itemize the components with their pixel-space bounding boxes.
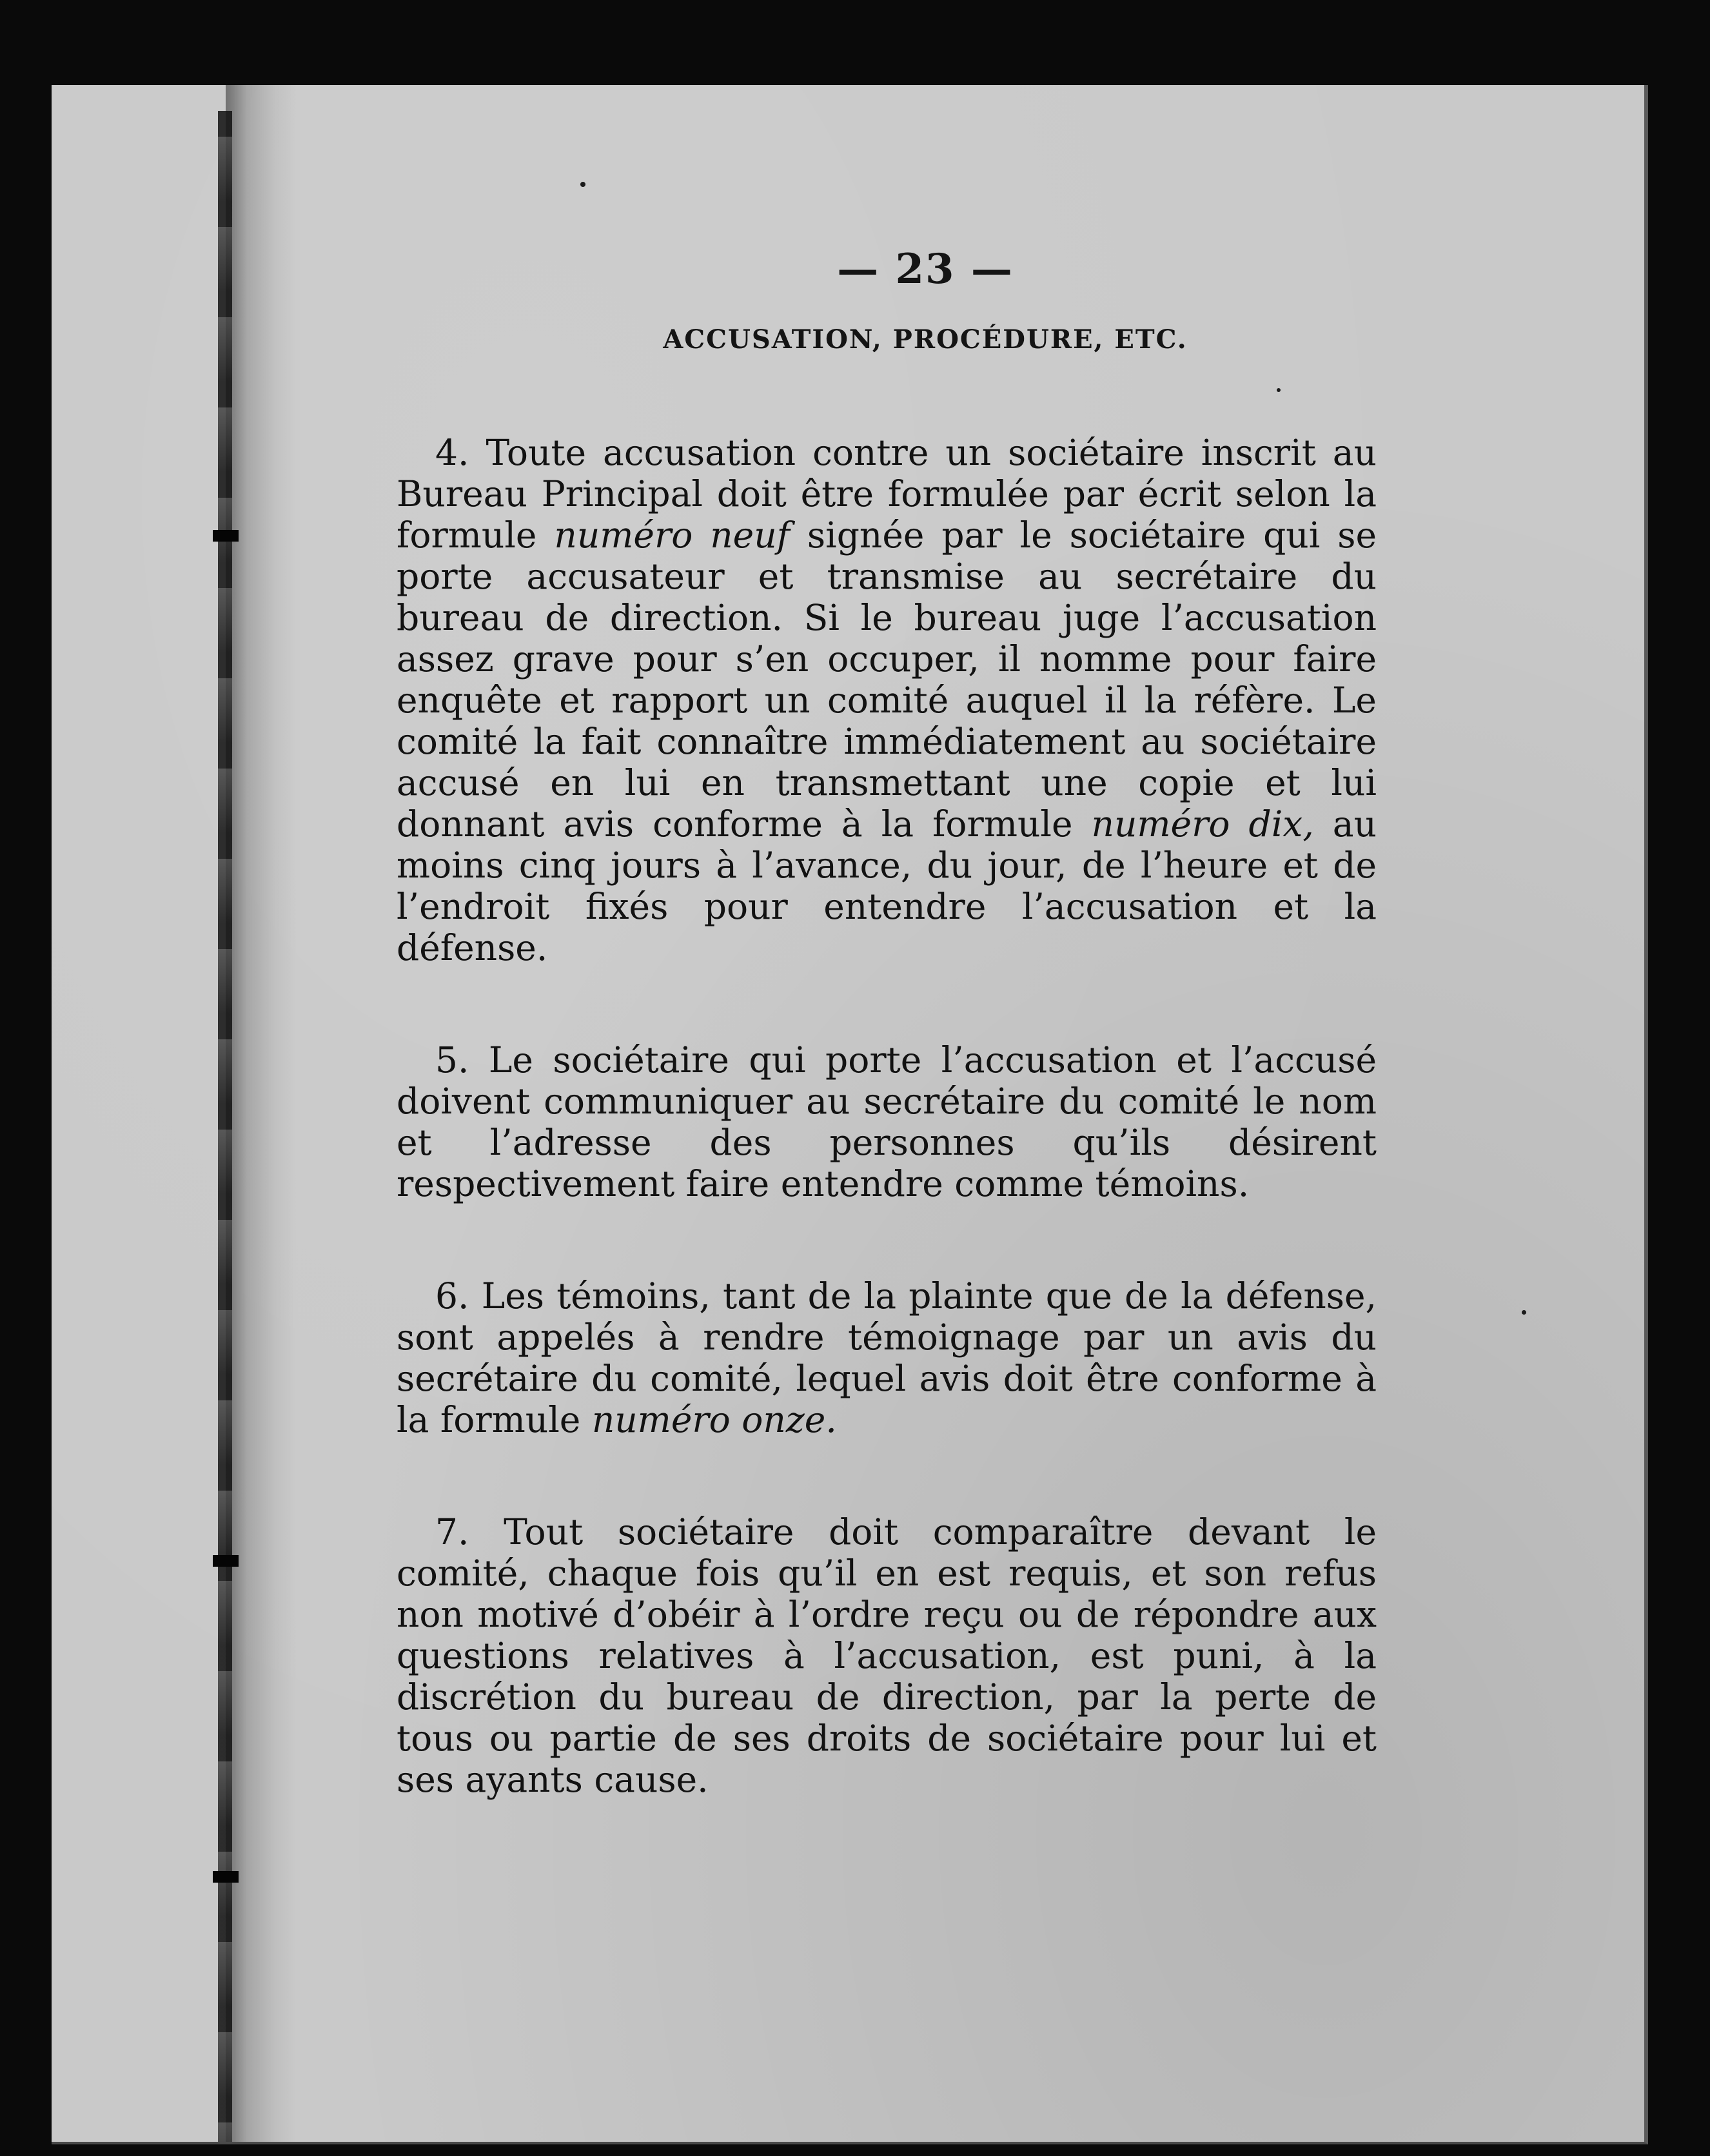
article-4-text xyxy=(397,432,1377,968)
binding-hole xyxy=(213,1871,239,1883)
section-heading: ACCUSATION, PROCÉDURE, ETC. xyxy=(663,324,1188,355)
form-reference-numero-onze: numéro onze. xyxy=(591,1399,837,1440)
article-4-text-part: 4. Toute accusation contre un sociétaire inscrit au Bureau Principal doit être formulée par écrit selon la formule xyxy=(397,432,1377,556)
form-reference-numero-dix: numéro dix, xyxy=(1091,803,1314,845)
page-text xyxy=(397,245,1377,1871)
form-reference-numero-neuf: numéro neuf xyxy=(554,514,790,556)
article-6-text xyxy=(397,1275,1377,1440)
article-6-text-part: 6. Les témoins, tant de la plainte que de la défense, sont appelés à rendre témoignage par un avis du secrétaire du comité, lequel avis doit être conforme à la formule xyxy=(397,1275,1377,1440)
scan-speck xyxy=(580,182,585,187)
page-number: — 23 — xyxy=(837,245,1014,293)
article-5 xyxy=(397,1039,1377,1204)
article-4 xyxy=(397,432,1377,968)
binding-hole xyxy=(213,530,239,542)
article-5-text: 5. Le sociétaire qui porte l’accusation et l’accusé doivent communiquer au secrétaire du comité le nom et l’adresse des personnes qu’ils désirent respectivement faire entendre comme témoins. xyxy=(397,1039,1377,1204)
article-4-text-part: signée par le sociétaire qui se porte accusateur et transmise au secrétaire du bureau de direction. Si le bureau juge l’accusation assez grave pour s’en occuper, il nomme pour faire enquête et rapport un comité auquel il la réfère. Le comité la fait connaître immédiatement au sociétaire accusé en lui en transmettant une copie et lui donnant avis conforme à la formule xyxy=(397,514,1377,845)
binding-hole xyxy=(213,1555,239,1567)
page-gutter-shadow xyxy=(226,85,297,2142)
article-4-text-part: au moins cinq jours à l’avance, du jour, de l’heure et de l’endroit fixés pour entendre l’accusation et la défense. xyxy=(397,803,1377,968)
scan-speck xyxy=(1522,1310,1526,1315)
binding-stitching xyxy=(218,111,232,2142)
article-7-text: 7. Tout sociétaire doit comparaître devant le comité, chaque fois qu’il en est requis, et son refus non motivé d’obéir à l’ordre reçu ou de répondre aux questions relatives à l’accusation, est puni, à la discrétion du bureau de direction, par la perte de tous ou partie de ses droits de sociétaire pour lui et ses ayants cause. xyxy=(397,1511,1377,1800)
article-7 xyxy=(397,1511,1377,1800)
article-6 xyxy=(397,1275,1377,1440)
